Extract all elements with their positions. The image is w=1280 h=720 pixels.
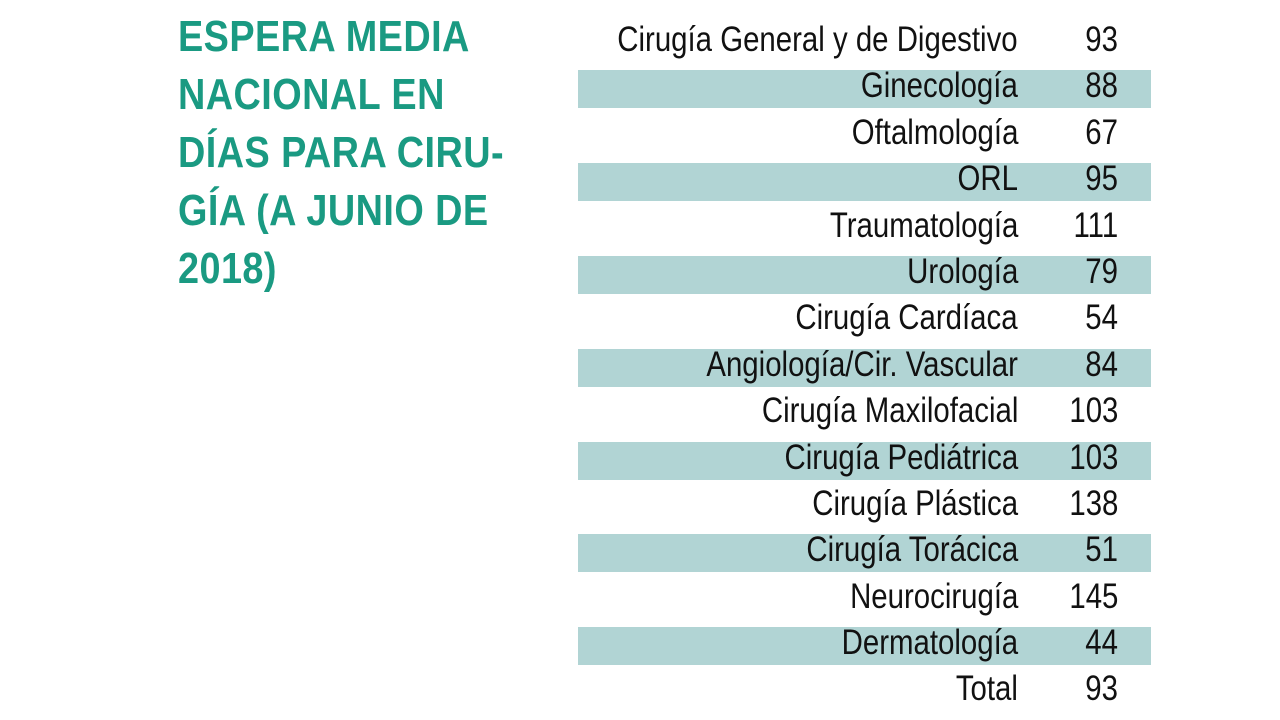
row-label: Traumatología (829, 205, 1018, 245)
chart-title-line: 2018) (178, 244, 277, 293)
table-row (578, 341, 1151, 387)
row-value: 95 (1085, 159, 1118, 199)
table-row (578, 526, 1151, 572)
chart-title-line: DÍAS PARA CIRU- (178, 128, 504, 177)
row-label: Oftalmología (851, 112, 1018, 152)
row-band (578, 256, 1151, 294)
table-row (578, 16, 1151, 62)
row-band (578, 163, 1151, 201)
row-value: 79 (1085, 251, 1118, 291)
row-value: 88 (1085, 66, 1118, 106)
chart-title-line: GÍA (A JUNIO DE (178, 186, 489, 235)
row-value: 145 (1068, 576, 1118, 616)
row-value: 51 (1085, 530, 1118, 570)
table-row (578, 109, 1151, 155)
row-label: Cirugía General y de Digestivo (617, 20, 1018, 59)
row-value: 44 (1085, 623, 1118, 663)
row-label: Cirugía Maxilofacial (761, 391, 1018, 431)
table-row (578, 248, 1151, 294)
chart-title-line: NACIONAL EN (178, 70, 445, 119)
table-row (578, 62, 1151, 108)
table-row (578, 387, 1151, 433)
table-row (578, 155, 1151, 201)
row-label: Dermatología (841, 623, 1018, 663)
table-row (578, 573, 1151, 619)
table-row (578, 434, 1151, 480)
table-row (578, 294, 1151, 340)
row-label: Ginecología (861, 66, 1018, 106)
row-label: Cirugía Pediátrica (784, 437, 1018, 477)
row-label: Urología (906, 251, 1018, 291)
row-value: 67 (1085, 112, 1118, 152)
chart-title (178, 8, 504, 298)
row-value: 111 (1073, 205, 1118, 245)
row-label: Cirugía Cardíaca (795, 298, 1018, 338)
row-label: Angiología/Cir. Vascular (706, 344, 1018, 384)
row-value: 54 (1085, 298, 1118, 338)
row-label: Neurocirugía (849, 576, 1018, 616)
table-row (578, 202, 1151, 248)
chart-title-line: ESPERA MEDIA (178, 12, 470, 61)
row-value: 84 (1085, 344, 1118, 384)
row-value: 103 (1068, 437, 1118, 477)
row-label: ORL (957, 159, 1018, 199)
row-label: Cirugía Plástica (812, 483, 1018, 523)
row-value: 93 (1085, 669, 1118, 709)
table-row (578, 665, 1151, 711)
row-value: 103 (1068, 391, 1118, 431)
data-table (578, 16, 1151, 712)
table-row (578, 619, 1151, 665)
row-label: Total (955, 669, 1018, 709)
row-value: 138 (1068, 483, 1118, 523)
row-label: Cirugía Torácica (806, 530, 1018, 570)
table-row (578, 480, 1151, 526)
row-value: 93 (1085, 20, 1118, 59)
